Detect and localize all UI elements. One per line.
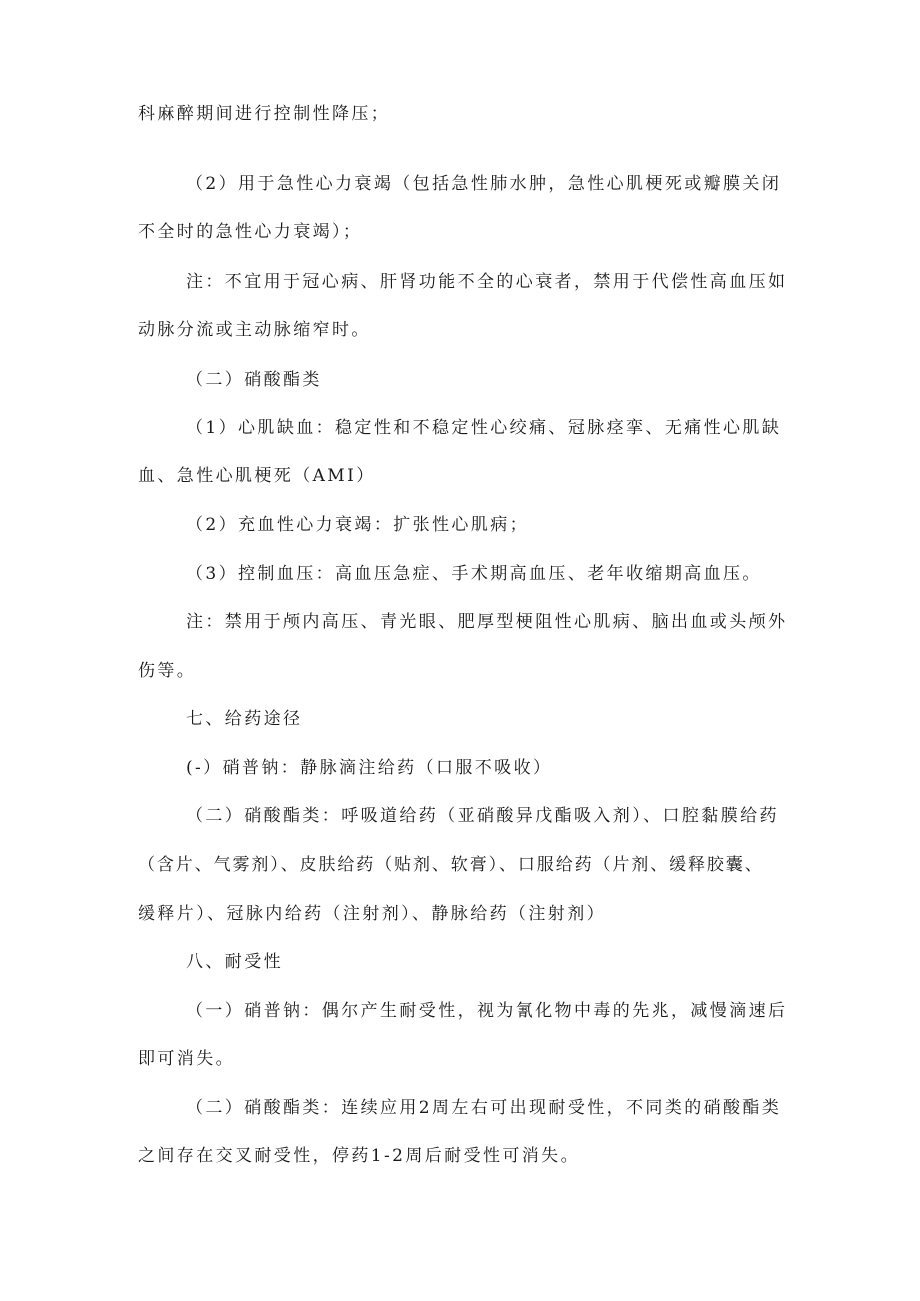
text-line: （二）硝酸酯类：连续应用2周左右可出现耐受性，不同类的硝酸酯类 — [186, 1098, 782, 1118]
text-line: （二）硝酸酯类：呼吸道给药（亚硝酸异戊酯吸入剂）、口腔黏膜给药 — [186, 806, 779, 826]
text-line: 缓释片）、冠脉内给药（注射剂）、静脉给药（注射剂） — [138, 904, 606, 924]
subsection-heading: （二）硝酸酯类 — [186, 370, 322, 390]
text-line: (-）硝普钠：静脉滴注给药（口服不吸收） — [186, 758, 553, 778]
section-heading: 八、耐受性 — [186, 952, 283, 972]
text-line: （3）控制血压：高血压急症、手术期高血压、老年收缩期高血压。 — [186, 564, 762, 584]
text-line: （一）硝普钠：偶尔产生耐受性，视为氰化物中毒的先兆，减慢滴速后 — [186, 1001, 788, 1021]
text-line: 血、急性心肌梗死（AMI） — [138, 466, 376, 486]
text-line: （2）充血性心力衰竭：扩张性心肌病； — [186, 515, 530, 535]
text-line: （含片、气雾剂）、皮肤给药（贴剂、软膏）、口服给药（片剂、缓释胶囊、 — [138, 855, 764, 875]
text-line: （1）心肌缺血：稳定性和不稳定性心绞痛、冠脉痉挛、无痛性心肌缺 — [186, 418, 782, 438]
text-line: （2）用于急性心力衰竭（包括急性肺水肿，急性心肌梗死或瓣膜关闭 — [186, 174, 782, 194]
text-line: 伤等。 — [138, 661, 197, 681]
text-line: 即可消失。 — [138, 1049, 235, 1069]
note-line: 注：禁用于颅内高压、青光眼、肥厚型梗阻性心肌病、脑出血或头颅外 — [186, 612, 788, 632]
text-line: 之间存在交叉耐受性，停药1-2周后耐受性可消失。 — [138, 1146, 580, 1166]
text-line: 不全时的急性心力衰竭）； — [138, 222, 363, 242]
section-heading: 七、给药途径 — [186, 709, 303, 729]
text-line: 科麻醉期间进行控制性降压； — [138, 104, 391, 124]
note-line: 注：不宜用于冠心病、肝肾功能不全的心衰者，禁用于代偿性高血压如 — [186, 272, 788, 292]
text-line: 动脉分流或主动脉缩窄时。 — [138, 320, 371, 340]
